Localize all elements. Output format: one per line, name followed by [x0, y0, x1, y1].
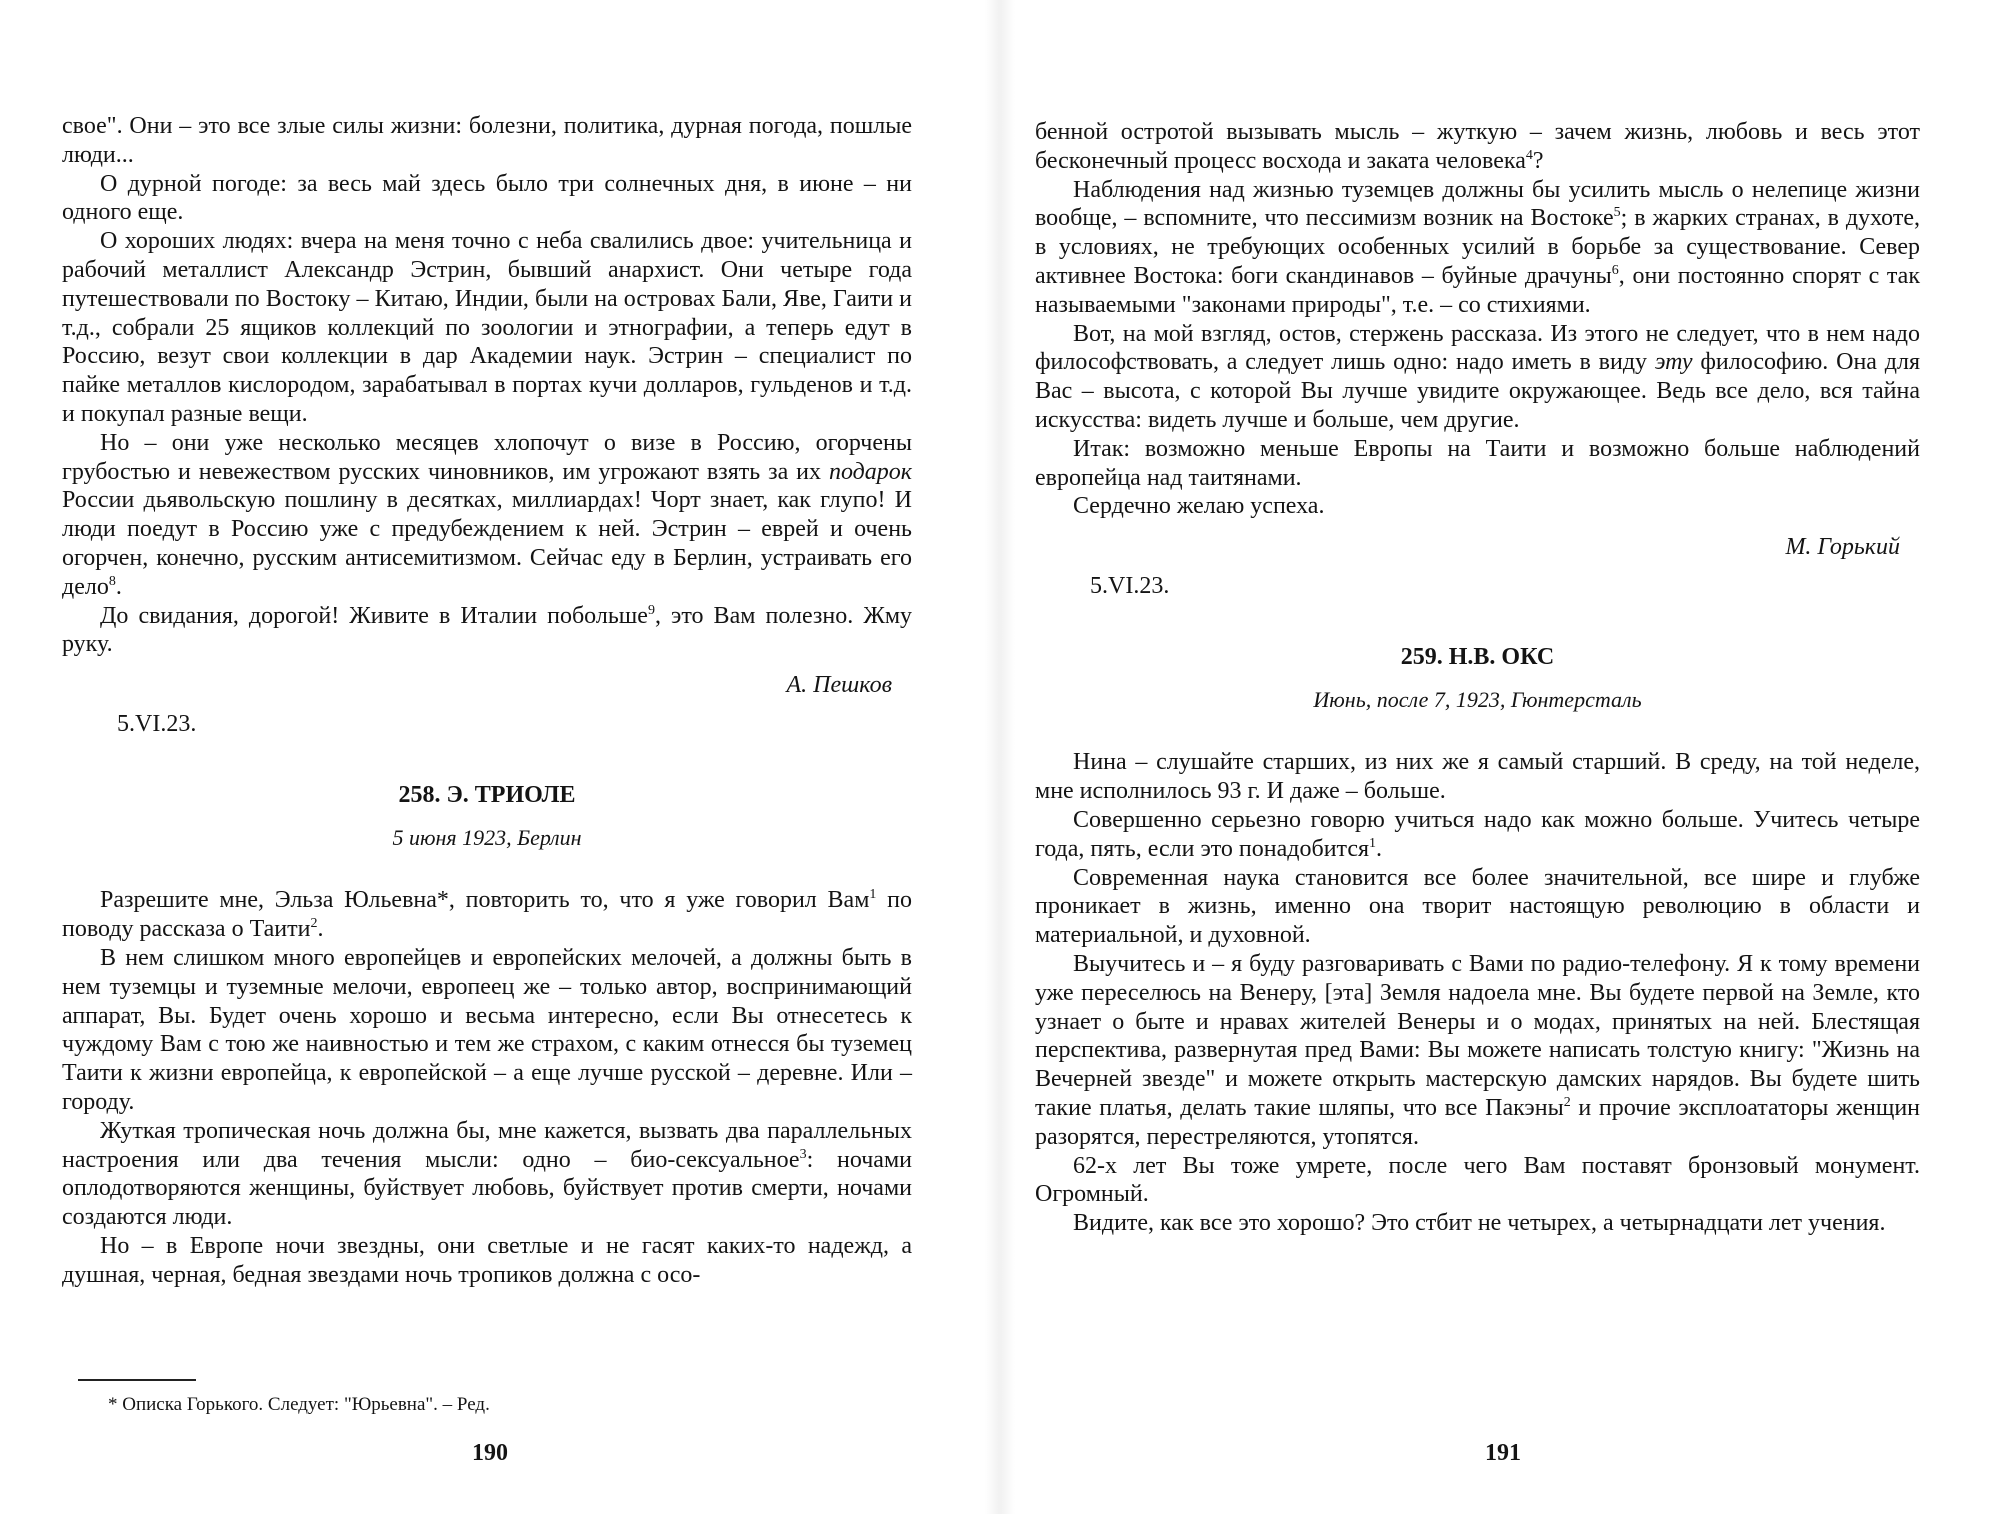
note-marker: 1: [869, 887, 877, 903]
paragraph: Совершенно серьезно говорю учиться надо как можно больше. Учитесь четыре года, пять, если это понадобится$^1$.: [1035, 806, 1920, 862]
paragraph: О хороших людях: вчера на меня точно с неба свалились двое: учительница и рабочий металлист Александр Эстрин, бывший анархист. Они четыре года путешествовали по Востоку – Китаю, Индии, были на островах Бали, Яве, Гаити и т.д., собрали 25 ящиков коллекций по зоологии и этнографии, а теперь едут в Россию, везут свои коллекции в дар Академии наук. Эстрин – специалист по пайке металлов кислородом, зарабатывал в портах кучи долларов, гульденов и т.д. и покупал разные вещи.: [62, 228, 912, 427]
note-marker: 9: [647, 602, 655, 618]
note-marker: 4: [1525, 147, 1533, 163]
footnote: * Описка Горького. Следует: "Юрьевна". – Ред.: [108, 1394, 490, 1415]
note-marker: 8: [108, 573, 116, 589]
paragraph: Итак: возможно меньше Европы на Таити и возможно больше наблюдений европейца над таитянами.: [1035, 435, 1920, 491]
note-marker: 6: [1611, 262, 1619, 278]
page-number: 191: [1485, 1440, 1521, 1466]
paragraph: Но – они уже несколько месяцев хлопочут о визе в Россию, огорчены грубостью и невежеством русских чиновников, им угрожают взять за их подарок России дьявольскую пошлину в десятках, миллиардах! Чорт знает, как глупо! И люди поедут в Россию уже с предубеждением к ней. Эстрин – еврей и очень огорчен, конечно, русским антисемитизмом. Сейчас еду в Берлин, устраивать его дело$^8$.: [62, 429, 912, 600]
paragraph: Жуткая тропическая ночь должна бы, мне кажется, вызвать два параллельных настроения или два течения мысли: одно – био-сексуальное$^3$: ночами оплодотворяются женщины, буйствует любовь, буйствует против смерти, ночами создаются люди.: [62, 1117, 912, 1231]
paragraph: О дурной погоде: за весь май здесь было три солнечных дня, в июне – ни одного еще.: [62, 170, 912, 226]
letter-date: 5.VI.23.: [1090, 572, 1170, 599]
paragraph: Видите, как все это хорошо? Это стбит не четырех, а четырнадцати лет учения.: [1073, 1210, 1886, 1237]
paragraph: бенной остротой вызывать мысль – жуткую – зачем жизнь, любовь и весь этот бесконечный процесс восхода и заката человека$^4$?: [1035, 119, 1920, 174]
paragraph: Но – в Европе ночи звездны, они светлые и не гасят каких-то надежд, а душная, черная, бедная звездами ночь тропиков должна с осо-: [62, 1232, 912, 1288]
left-page-text: [62, 112, 912, 1289]
footnote-rule: [78, 1379, 196, 1381]
emphasis: эту: [1654, 349, 1693, 376]
note-marker: 1: [1369, 835, 1377, 851]
letter-subheading: 5 июня 1923, Берлин: [392, 824, 582, 850]
letter-subheading: Июнь, после 7, 1923, Гюнтерсталь: [1313, 686, 1642, 712]
letter-heading: 258. Э. ТРИОЛЕ: [398, 781, 576, 808]
paragraph: 62-х лет Вы тоже умрете, после чего Вам поставят бронзовый монумент. Огромный.: [1035, 1152, 1920, 1208]
book-gutter: [985, 0, 1015, 1514]
page-number: 190: [472, 1440, 508, 1466]
note-marker: 5: [1613, 205, 1621, 221]
paragraph: Разрешите мне, Эльза Юльевна*, повторить то, что я уже говорил Вам$^1$ по поводу рассказа о Таити$^2$.: [62, 887, 913, 943]
paragraph: Выучитесь и – я буду разговаривать с Вами по радио-телефону. Я к тому времени уже переселюсь на Венеру, [эта] Земля надоела мне. Вы будете первой на Земле, кто узнает о быте и нравах жителей Венеры и о модах, принятых на ней. Блестящая перспектива, развернутая пред Вами: Вы можете написать толстую книгу: "Жизнь на Вечерней звезде" и можете открыть мастерскую дамских нарядов. Вы будете шить такие платья, делать такие шляпы, что все Пакэны$^2$ и прочие эксплоататоры женщин разорятся, перестреляются, утопятся.: [1035, 950, 1921, 1150]
paragraph: Вот, на мой взгляд, остов, стержень рассказа. Из этого не следует, что в нем надо философствовать, а следует лишь одно: надо иметь в виду эту философию. Она для Вас – высота, с которой Вы лучше увидите окружающее. Ведь все дело, вся тайна искусства: видеть лучше и больше, чем другие.: [1035, 320, 1921, 433]
note-marker: 2: [1563, 1094, 1571, 1110]
paragraph: свое". Они – это все злые силы жизни: болезни, политика, дурная погода, пошлые люди...: [62, 113, 912, 168]
note-marker: 3: [799, 1146, 807, 1162]
paragraph: До свидания, дорогой! Живите в Италии побольше$^9$, это Вам полезно. Жму руку.: [62, 602, 913, 658]
paragraph: Нина – слушайте старших, из них же я самый старший. В среду, на той неделе, мне исполнилось 93 г. И даже – больше.: [1035, 749, 1920, 805]
paragraph: Наблюдения над жизнью туземцев должны бы усилить мысль о нелепице жизни вообще, – вспомните, что пессимизм возник на Востоке$^5$; в жарких странах, в духоте, в условиях, не требующих особенных усилий в борьбе за существование. Север активнее Востока: боги скандинавов – буйные драчуны$^6$, они постоянно спорят с так называемыми "законами природы", т.е. – со стихиями.: [1035, 176, 1920, 318]
note-marker: 2: [310, 916, 318, 932]
letter-date: 5.VI.23.: [117, 710, 197, 737]
signature: А. Пешков: [786, 672, 892, 699]
right-page-text: [1035, 118, 1920, 1238]
paragraph: В нем слишком много европейцев и европейских мелочей, а должны быть в нем туземцы и туземные мелочи, европеец же – только автор, воспринимающий аппарат, Вы. Будет очень хорошо и весьма интересно, если Вы отнесетесь к чуждому Вам с тою же наивностью и тем же страхом, с каким отнесся бы туземец Таити к жизни европейца, к европейской – а еще лучше русской – деревне. Или – городу.: [62, 944, 912, 1115]
paragraph: Современная наука становится все более значительной, все шире и глубже проникает в жизнь, именно она творит настоящую революцию в области и материальной, и духовной.: [1035, 864, 1920, 949]
signature: М. Горький: [1785, 534, 1900, 561]
paragraph: Сердечно желаю успеха.: [1073, 493, 1325, 520]
emphasis: подарок: [828, 458, 912, 485]
letter-heading: 259. Н.В. ОКС: [1400, 643, 1555, 670]
